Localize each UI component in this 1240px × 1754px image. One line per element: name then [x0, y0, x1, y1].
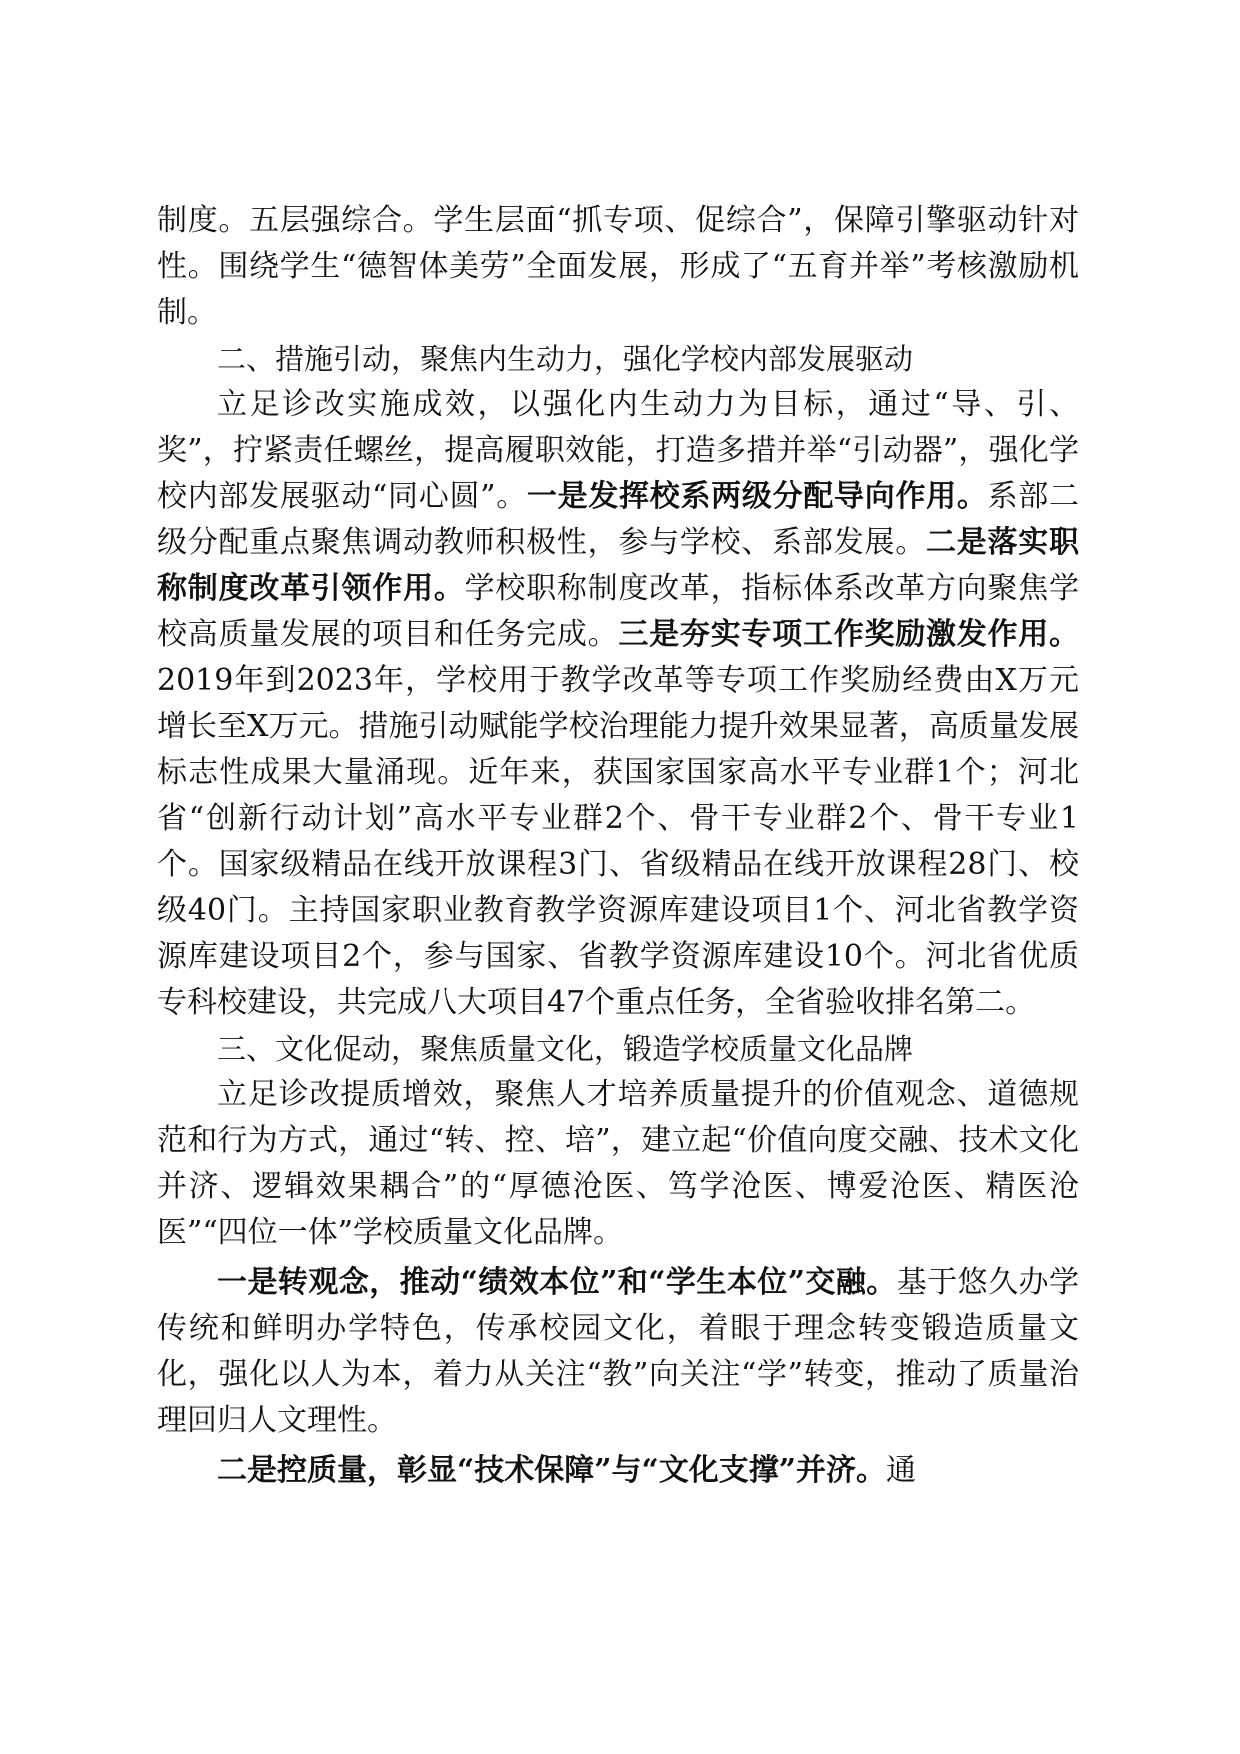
concept-text: 基于悠久办学传统和鲜明办学特色，传承校园文化，着眼于理念转变锻造质量文化，强化以人为本，着力从关注“教”向关注“学”转变，推动了质量治理回归人文理性。: [157, 1265, 1080, 1438]
bold-point-1: 一是发挥校系两级分配导向作用。: [526, 479, 988, 514]
paragraph-concept: [157, 1260, 1079, 1444]
paragraph-text: 立足诊改提质增效，聚焦人才培养质量提升的价值观念、道德规范和行为方式，通过“转、控、培”，建立起“价值向度交融、技术文化并济、逻辑效果耦合”的“厚德沧医、笃学沧医、博爱沧医、精医沧医”“四位一体”学校质量文化品牌。: [157, 1077, 1079, 1250]
point-1-text: 系部二级分配重点聚焦调动教师积极性，参与学校、系部发展。: [157, 479, 1079, 560]
point-2-text: 学校职称制度改革，指标体系改革方向聚焦学校高质量发展的项目和任务完成。: [157, 571, 1080, 652]
paragraph-culture: [157, 1072, 1079, 1256]
paragraph-quality: [157, 1448, 1079, 1494]
section-heading-3: 三、文化促动，聚焦质量文化，锻造学校质量文化品牌: [217, 1032, 914, 1066]
bold-point-3: 三是夯实专项工作奖励激发作用。: [618, 617, 1080, 652]
quality-text: 通: [886, 1453, 917, 1488]
point-3-text: 2019年到2023年，学校用于教学改革等专项工作奖励经费由X万元增长至X万元。措施引动赋能学校治理能力提升效果显著，高质量发展标志性成果大量涌现。近年来，获国家国家高水平专业群1个；河北省“创新行动计划”高水平专业群2个、骨干专业群2个、骨干专业1个。国家级精品在线开放课程3门、省级精品在线开放课程28门、校级40门。主持国家职业教育教学资源库建设项目1个、河北省教学资源库建设项目2个，参与国家、省教学资源库建设10个。河北省优质专科校建设，共完成八大项目47个重点任务，全省验收排名第二。: [157, 663, 1079, 1020]
bold-point-2: 二是落实职称制度改革引领作用。: [157, 525, 1080, 606]
paragraph-intro: 立足诊改实施成效，以强化内生动力为目标，通过“导、引、奖”，拧紧责任螺丝，提高履职效能，打造多措并举“引动器”，强化学校内部发展驱动“同心圆”。: [157, 387, 1079, 514]
section-heading-2: 二、措施引动，聚焦内生动力，强化学校内部发展驱动: [217, 342, 914, 376]
paragraph-text: 制度。五层强综合。学生层面“抓专项、促综合”，保障引擎驱动针对性。围绕学生“德智体美劳”全面发展，形成了“五育并举”考核激励机制。: [157, 203, 1079, 330]
paragraph-continuation: [157, 198, 1079, 336]
bold-point-concept: 一是转观念，推动“绩效本位”和“学生本位”交融。: [217, 1265, 897, 1300]
paragraph-measures: [157, 382, 1079, 1026]
document-body: [157, 198, 1079, 1494]
bold-point-quality: 二是控质量，彰显“技术保障”与“文化支撑”并济。: [217, 1453, 887, 1488]
